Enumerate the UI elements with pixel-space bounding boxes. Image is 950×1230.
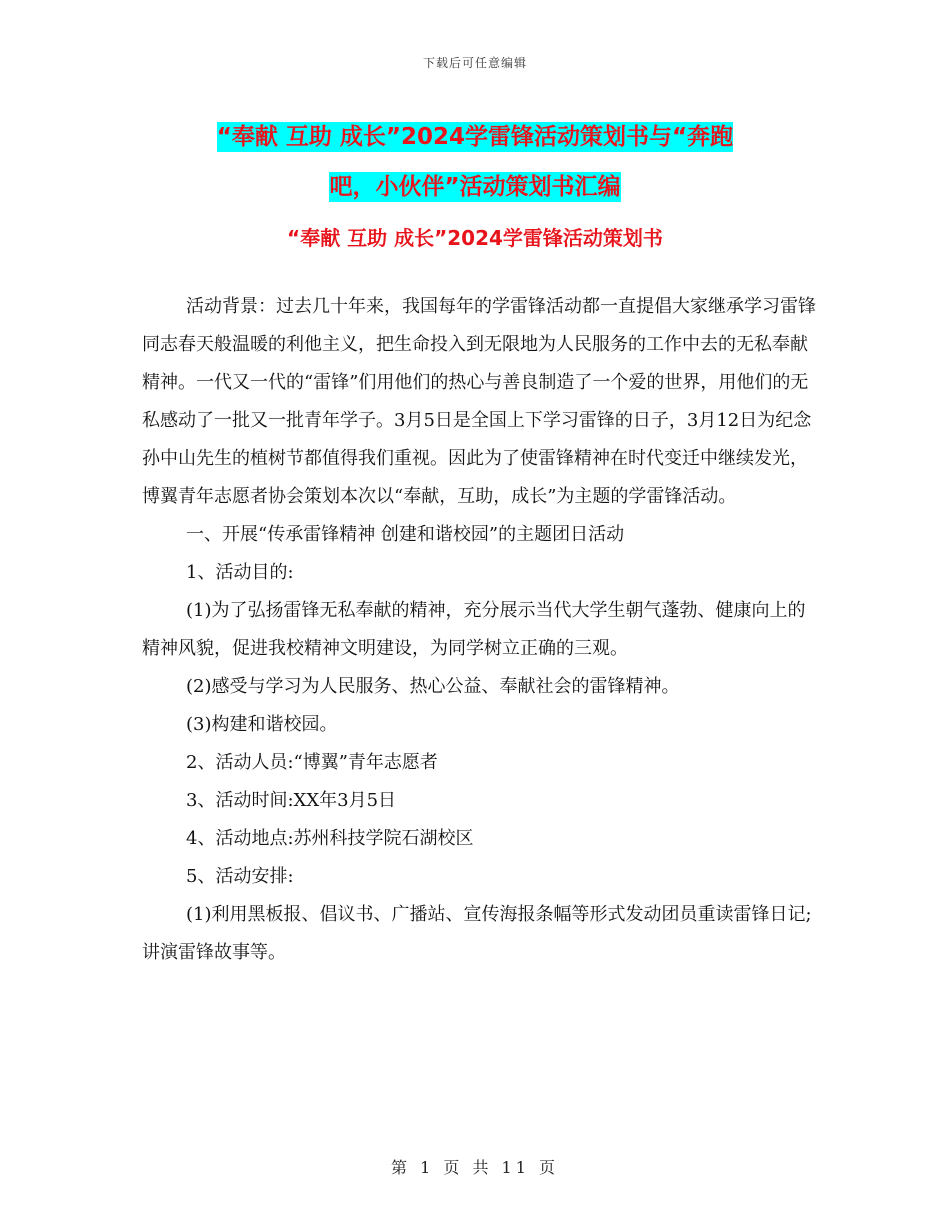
paragraph-time: 3、活动时间:XX年3月5日 (186, 790, 397, 811)
section-title: “奉献 互助 成长”2024学雷锋活动策划书 (287, 226, 663, 250)
paragraph-location: 4、活动地点:苏州科技学院石湖校区 (186, 828, 474, 849)
paragraph-purpose-heading: 1、活动目的: (186, 562, 294, 583)
paragraph-purpose-3: (3)构建和谐校园。 (186, 714, 338, 735)
document-title (140, 112, 810, 212)
paragraph-participants: 2、活动人员:“博翼”青年志愿者 (186, 752, 438, 773)
paragraph-section-one: 一、开展“传承雷锋精神 创建和谐校园”的主题团日活动 (186, 524, 625, 545)
page-header-note: 下载后可任意编辑 (422, 56, 527, 70)
paragraph-arrangement-heading: 5、活动安排: (186, 866, 294, 887)
page-footer-page-number: 第 1 页 共 11 页 (391, 1158, 559, 1177)
paragraph-purpose-1: (1)为了弘扬雷锋无私奉献的精神，充分展示当代大学生朝气蓬勃、健康向上的精神风貌，促进我校精神文明建设，为同学树立正确的三观。 (142, 600, 806, 659)
document-title-line-2: 吧，小伙伴”活动策划书汇编 (329, 174, 621, 200)
document-body (142, 288, 822, 972)
document-title-line-1: “奉献 互助 成长”2024学雷锋活动策划书与“奔跑 (216, 124, 734, 150)
paragraph-background: 活动背景：过去几十年来，我国每年的学雷锋活动都一直提倡大家继承学习雷锋同志春天般温暖的利他主义，把生命投入到无限地为人民服务的工作中去的无私奉献精神。一代又一代的“雷锋”们用他们的热心与善良制造了一个爱的世界，用他们的无私感动了一批又一批青年学子。3月5日是全国上下学习雷锋的日子，3月12日为纪念孙中山先生的植树节都值得我们重视。因此为了使雷锋精神在时代变迁中继续发光，博翼青年志愿者协会策划本次以“奉献，互助，成长”为主题的学雷锋活动。 (142, 296, 816, 507)
paragraph-arrangement-1: (1)利用黑板报、倡议书、广播站、宣传海报条幅等形式发动团员重读雷锋日记;讲演雷锋故事等。 (142, 904, 812, 963)
paragraph-purpose-2: (2)感受与学习为人民服务、热心公益、奉献社会的雷锋精神。 (186, 676, 680, 697)
